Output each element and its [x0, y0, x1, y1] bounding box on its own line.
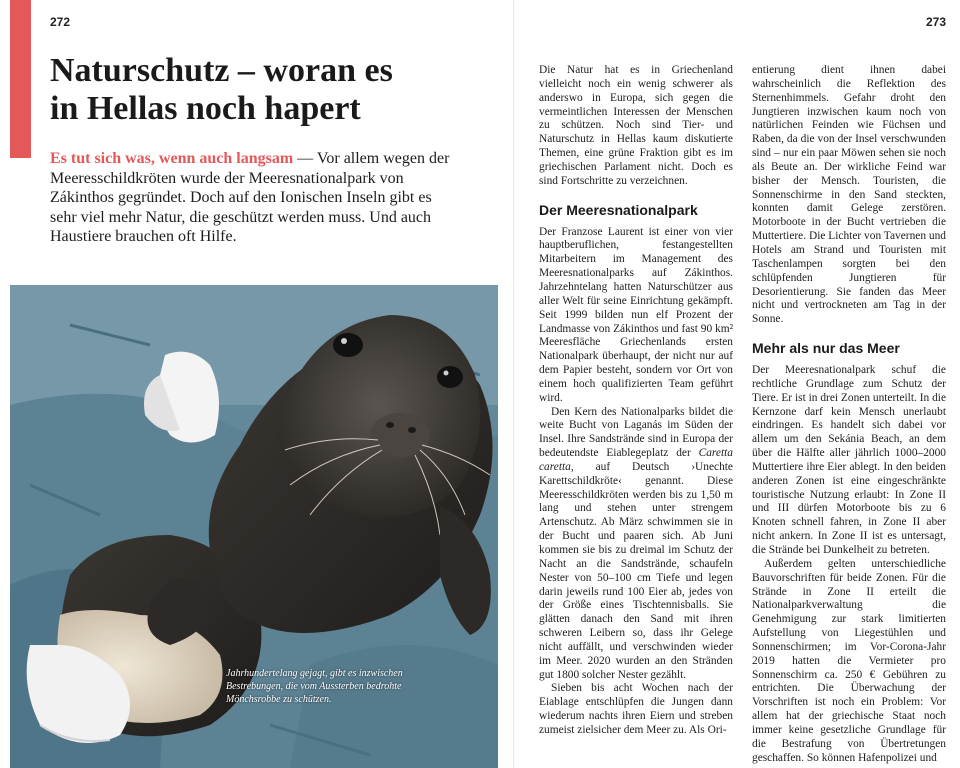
paragraph: entierung dient ihnen dabei wahrscheinlich die Reflektion des Sternenhimmels. Gefahr droht den Jungtieren inzwischen kaum noch von natürlichen Feinden wie Füchsen und Raben, da die von der Insel verschwunden sind – nur ein paar Möwen sehen sie noch als Beute an. Der wirkliche Feind war bisher der Mensch. Touristen, die Sonnenschirme in den Sand steckten, konnten damit Gelege zerstören. Motorboote in der Bucht vertrieben die Muttertiere. Die Lichter von Tavernen und Hotels am Strand und Touristen mit Taschenlampen sorgten bei den schlüpfenden Jungtieren für Desorientierung. Sie fanden das Meer nicht und vertrockneten am Tag in der Sonne. — [752, 64, 946, 326]
paragraph: Sieben bis acht Wochen nach der Eiablage entschlüpfen die Jungen dann wiederum nachts ihren Eiern und streben zumeist zielsicher dem Meer zu. Als Ori- — [539, 682, 733, 736]
paragraph: Der Meeresnationalpark schuf die rechtliche Grundlage zum Schutz der Tiere. Er ist in drei Zonen unterteilt. In die Kernzone darf kein Mensch unerlaubt eindringen. Es handelt sich dabei vor allem um den Sekánia Beach, an dem über die Hälfte aller jährlich 1000–2000 Muttertiere ihre Eier ablegt. In den beiden anderen Zonen ist eine eingeschränkte touristische Nutzung erlaubt: In Zone II und III dürfen Motorboote bis zu 6 Knoten schnell fahren, in Zone II aber nicht ankern. In Zone II ist es untersagt, die Strände bei Dunkelheit zu betreten. — [752, 364, 946, 556]
accent-bar — [10, 0, 31, 158]
article-title — [50, 52, 490, 128]
intro-text: — Vor allem wegen der Meeresschildkröten wurde der Meeresnationalpark von Zákinthos gegründet. Doch auf den Ionischen Inseln gibt es sehr viel mehr Natur, die geschützt werden muss. Und auch Haustiere brauchen oft Hilfe. — [50, 150, 450, 245]
intro-paragraph — [50, 149, 450, 247]
paragraph-text: , auf Deutsch ›Unechte Karettschildkröte‹ genannt. Diese Meeresschildkröten werden bis zu 1,50 m lang und stehen unter strengem Artenschutz. Ab März schwimmen sie in der Bucht und paaren sich. Ab Juni kommen sie bis zu dreimal im Schutz der Nacht an die Sandstrände, schaufeln Nester von 50–100 cm Tiefe und legen darin jeweils rund 100 Eier ab, jedes von der Größe eines Tischtennisballs. Sie glätten danach den Sand mit ihren schweren Leibern so, dass ihr Gelege nicht auffällt, und verschwinden wieder im Meer. 2020 wurden an den Stränden gut 1800 solcher Nester gezählt. — [539, 460, 733, 681]
page-number-right: 273 — [925, 15, 946, 29]
right-page — [515, 0, 960, 768]
paragraph: Außerdem gelten unterschiedliche Bauvorschriften für beide Zonen. Für die Strände in Zone II erteilt die Nationalparkverwaltung die Genehmigung zur stark limitierten Aufstellung von Liegestühlen und Sonnenschirmen; im Vor-Corona-Jahr 2019 hatten die Vermieter pro Sonnenschirm ca. 250 € Gebühren zu entrichten. Die Überwachung der Vorschriften ist noch ein Problem: Vor allem hat der griechische Staat noch immer keine gesetzliche Grundlage für die Bestrafung von Übertretungen geschaffen. So können Hafenpolizei und — [752, 557, 946, 764]
photo-caption: Jahrhundertelang gejagt, gibt es inzwischen Bestrebungen, die vom Aussterben bedrohte Mönchsrobbe zu schützen. — [226, 668, 403, 705]
title-line-2: in Hellas noch hapert — [50, 90, 361, 127]
species-name: Caretta caretta — [539, 447, 733, 473]
paragraph-text: Den Kern des Nationalparks bildet die weite Bucht von Laganás im Süden der Insel. Ihre Sandstrände sind in Europa der bedeutendste Eiablegeplatz der — [539, 405, 733, 460]
section-heading: Der Meeresnationalpark — [539, 201, 698, 218]
text-column-1 — [539, 64, 733, 738]
page-number-left: 272 — [50, 15, 71, 29]
intro-lead: Es tut sich was, wenn auch langsam — [50, 150, 294, 167]
paragraph: Der Franzose Laurent ist einer von vier hauptberuflichen, festangestellten Mitarbeitern im Management des Meeresnationalparks auf Zákinthos. Jahrzehntelang hatten Naturschützer aus aller Welt für seine Einrichtung gekämpft. Seit 1999 bilden nun elf Prozent der Landmasse von Zákinthos und fast 90 km² Meeresfläche Griechenlands ersten Nationalpark überhaupt, der nicht nur auf dem Papier besteht, sondern vor Ort von einem hoch qualifizierten Team geführt wird. — [539, 225, 733, 404]
title-line-1: Naturschutz – woran es — [50, 52, 393, 89]
text-column-2 — [752, 64, 946, 766]
paragraph — [539, 406, 733, 683]
paragraph: Die Natur hat es in Griechenland vielleicht noch ein wenig schwerer als anderswo in Europa, sich gegen die vermeintlichen Interessen der Menschen zu schützen. Noch sind Tier- und Naturschutz in Hellas kaum diskutierte Themen, eine grüne Fraktion gibt es im griechischen Parlament nicht. Doch es sind Fortschritte zu verzeichnen. — [539, 64, 733, 187]
section-heading: Mehr als nur das Meer — [752, 340, 900, 357]
